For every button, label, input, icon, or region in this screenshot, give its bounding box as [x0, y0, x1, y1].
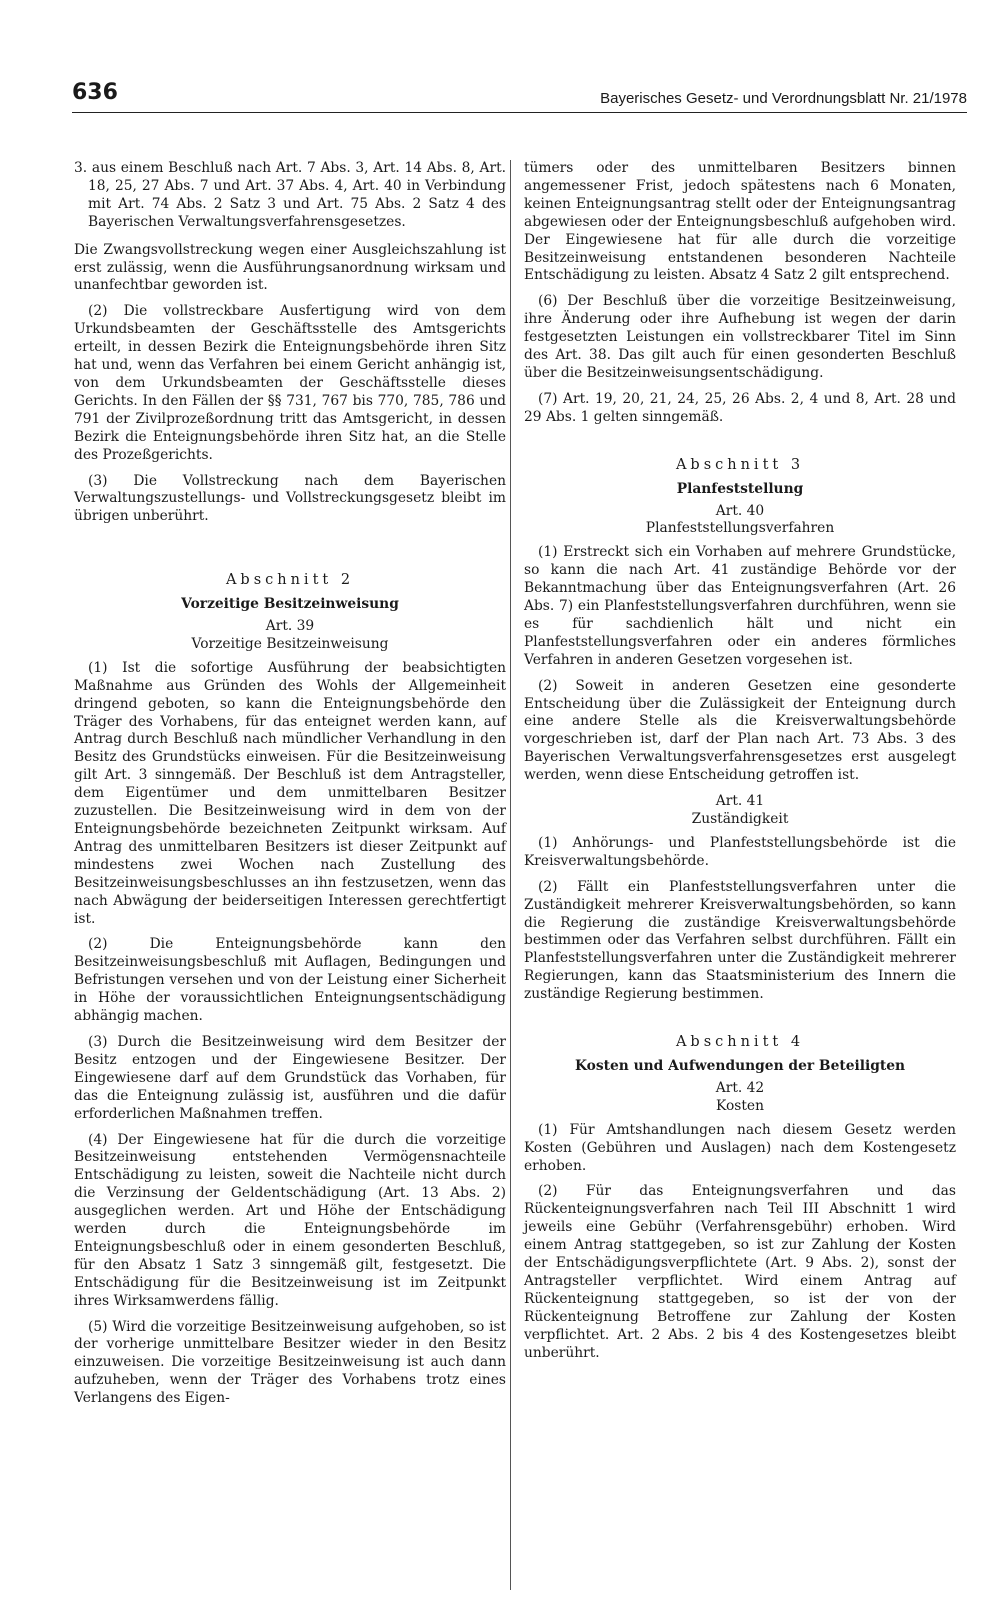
- paragraph: (3) Die Vollstreckung nach dem Bayerischen Verwaltungszustellungs- und Vollstreckungsgesetz bleibt im übrigen unberührt.: [74, 472, 506, 525]
- paragraph: (1) Erstreckt sich ein Vorhaben auf mehrere Grundstücke, so kann die nach Art. 41 zuständige Behörde vor der Bekanntmachung über das Enteignungsverfahren (Art. 26 Abs. 7) ein Planfeststellungsverfahren durchführen, wenn sie es für sachdienlich hält und nicht ein Planfeststellungsverfahren oder ein anderes förmliches Verfahren in anderen Gesetzen vorgesehen ist.: [524, 544, 956, 668]
- paragraph: (2) Die Enteignungsbehörde kann den Besitzeinweisungsbeschluß mit Auflagen, Bedingungen und Befristungen versehen und von der Leistung einer Sicherheit in Höhe der voraussichtlichen Enteignungsentschädigung abhängig machen.: [74, 936, 506, 1025]
- section-label: Abschnitt 4: [675, 1034, 805, 1051]
- paragraph: (5) Wird die vorzeitige Besitzeinweisung aufgehoben, so ist der vorherige unmittelbare Besitzer wieder in den Besitz einzuweisen. Die vorzeitige Besitzeinweisung ist auch dann aufzuheben, wenn der Träger des Vorhabens trotz eines Verlangens des Eigen-: [74, 1318, 506, 1407]
- article-title: Zuständigkeit: [691, 811, 789, 827]
- paragraph: (2) Soweit in anderen Gesetzen eine gesonderte Entscheidung über die Zulässigkeit der Enteignung durch eine andere Stelle als die Kreisverwaltungsbehörde vorgeschrieben ist, darf der Plan nach Art. 73 Abs. 3 des Bayerischen Verwaltungsverfahrensgesetzes erst ausgelegt werden, wenn diese Entscheidung getroffen ist.: [524, 677, 956, 784]
- article-title: Planfeststellungsverfahren: [645, 520, 835, 537]
- section-label: Abschnitt 3: [675, 456, 805, 473]
- running-title: Bayerisches Gesetz- und Verordnungsblatt Nr. 21/1978: [600, 90, 967, 107]
- section-title: Planfeststellung: [676, 480, 804, 497]
- paragraph: (6) Der Beschluß über die vorzeitige Besitzeinweisung, ihre Änderung oder ihre Aufhebung ist wegen der darin festgesetzten Leistungen ein vollstreckbarer Titel im Sinn des Art. 38. Das gilt auch für einen gesonderten Beschluß über die Besitzeinweisungsentschädigung.: [524, 293, 956, 381]
- column-divider: [510, 160, 511, 1590]
- paragraph: (2) Die vollstreckbare Ausfertigung wird von dem Urkundsbeamten der Geschäftsstelle des Amtsgerichts erteilt, in dessen Bezirk die Enteignungsbehörde ihren Sitz hat und, wenn das Verfahren bei einem Gericht anhängig ist, von dem Urkundsbeamten der Geschäftsstelle dieses Gerichts. In den Fällen der §§ 731, 767 bis 770, 785, 786 und 791 der Zivilprozeßordnung tritt das Amtsgericht, in dessen Bezirk die Enteignungsbehörde ihren Sitz hat, an die Stelle des Prozeßgerichts.: [74, 303, 506, 463]
- article-title: Kosten: [716, 1097, 764, 1114]
- paragraph: (3) Durch die Besitzeinweisung wird dem Besitzer der Besitz entzogen und der Eingewiesene Besitzer. Der Eingewiesene darf auf dem Grundstück das Vorhaben, für das die Enteignung zulässig ist, ausführen und die dafür erforderlichen Maßnahmen treffen.: [74, 1033, 506, 1122]
- paragraph: tümers oder des unmittelbaren Besitzers binnen angemessener Frist, jedoch spätestens nach 6 Monaten, keinen Enteignungsantrag stellt oder der Enteignungsantrag abgewiesen oder der Enteignungsbeschluß aufgehoben wird. Der Eingewiesene hat für alle durch die vorzeitige Besitzeinweisung entstandenen besonderen Nachteile Entschädigung zu leisten. Absatz 4 Satz 2 gilt entsprechend.: [524, 160, 956, 284]
- article-number: Art. 40: [715, 502, 765, 519]
- paragraph: (7) Art. 19, 20, 21, 24, 25, 26 Abs. 2, 4 und 8, Art. 28 und 29 Abs. 1 gelten sinngemäß.: [524, 390, 956, 425]
- paragraph: (4) Der Eingewiesene hat für die durch die vorzeitige Besitzeinweisung entstehenden Vermögensnachteile Entschädigung zu leisten, soweit die Nachteile nicht durch die Verzinsung der Geldentschädigung (Art. 13 Abs. 2) ausgeglichen werden. Art und Höhe der Entschädigung werden durch die Enteignungsbehörde im Enteignungsbeschluß oder in einem gesonderten Beschluß, für den Absatz 1 Satz 3 sinngemäß gilt, festgesetzt. Die Entschädigung für die Besitzeinweisung ist im Zeitpunkt ihres Wirksamwerdens fällig.: [74, 1131, 506, 1309]
- section-title: Vorzeitige Besitzeinweisung: [181, 596, 399, 613]
- paragraph: (2) Für das Enteignungsverfahren und das Rückenteignungsverfahren nach Teil III Abschnitt 1 wird jeweils eine Gebühr (Verfahrensgebühr) erhoben. Wird einem Antrag stattgegeben, so ist zur Zahlung der Kosten der Entschädigungsverpflichtete (Art. 9 Abs. 2), sonst der Antragsteller verpflichtet. Wird einem Antrag auf Rückenteignung stattgegeben, so ist der von der Rückenteignung Betroffene zur Zahlung der Kosten verpflichtet. Art. 2 Abs. 2 bis 4 des Kostengesetzes bleibt unberührt.: [524, 1183, 956, 1361]
- list-item: [74, 160, 506, 232]
- list-item-number: 3.: [74, 160, 88, 176]
- page-number: 636: [72, 80, 118, 105]
- paragraph: Die Zwangsvollstreckung wegen einer Ausgleichszahlung ist erst zulässig, wenn die Ausführungsanordnung wirksam und unanfechtbar geworden ist.: [74, 241, 506, 294]
- paragraph: (1) Anhörungs- und Planfeststellungsbehörde ist die Kreisverwaltungsbehörde.: [524, 834, 956, 869]
- list-item-text: aus einem Beschluß nach Art. 7 Abs. 3, Art. 14 Abs. 8, Art. 18, 25, 27 Abs. 7 und Art. 37 Abs. 4, Art. 40 in Verbindung mit Art. 74 Abs. 2 Satz 3 und Art. 75 Abs. 2 Satz 4 des Bayerischen Verwaltungsverfahrensgesetzes.: [88, 160, 506, 230]
- paragraph: (1) Ist die sofortige Ausführung der beabsichtigten Maßnahme aus Gründen des Wohls der Allgemeinheit dringend geboten, so kann die Enteignungsbehörde den Träger des Vorhabens, für das enteignet werden kann, auf Antrag durch Beschluß nach mündlicher Verhandlung in den Besitz des Grundstücks einweisen. Für die Besitzeinweisung gilt Art. 3 sinngemäß. Der Beschluß ist dem Antragsteller, dem Eigentümer und dem unmittelbaren Besitzer zuzustellen. Die Besitzeinweisung wird in dem von der Enteignungsbehörde bezeichneten Zeitpunkt wirksam. Auf Antrag des unmittelbaren Besitzers ist dieser Zeitpunkt auf mindestens zwei Wochen nach Zustellung des Besitzeinweisungsbeschlusses an ihn festzusetzen, wenn das nach Abwägung der beiderseitigen Interessen gerechtfertigt ist.: [74, 659, 506, 927]
- article-title: Vorzeitige Besitzeinweisung: [191, 635, 389, 652]
- right-column: [524, 160, 956, 1370]
- paragraph: (1) Für Amtshandlungen nach diesem Gesetz werden Kosten (Gebühren und Auslagen) nach dem Kostengesetz erhoben.: [524, 1121, 956, 1174]
- article-number: Art. 41: [715, 793, 765, 810]
- paragraph: (2) Fällt ein Planfeststellungsverfahren unter die Zuständigkeit mehrerer Kreisverwaltungsbehörden, so kann die Regierung die zuständige Kreisverwaltungsbehörde bestimmen oder das Verfahren selbst durchführen. Fällt ein Planfeststellungsverfahren unter die Zuständigkeit mehrerer Regierungen, kann das Staatsministerium des Innern die zuständige Regierung bestimmen.: [524, 878, 956, 1003]
- article-number: Art. 39: [265, 618, 315, 635]
- article-number: Art. 42: [715, 1079, 765, 1096]
- page-header: [72, 80, 967, 113]
- section-label: Abschnitt 2: [225, 572, 355, 589]
- left-column: [74, 160, 506, 1416]
- section-title: Kosten und Aufwendungen der Beteiligten: [574, 1057, 906, 1074]
